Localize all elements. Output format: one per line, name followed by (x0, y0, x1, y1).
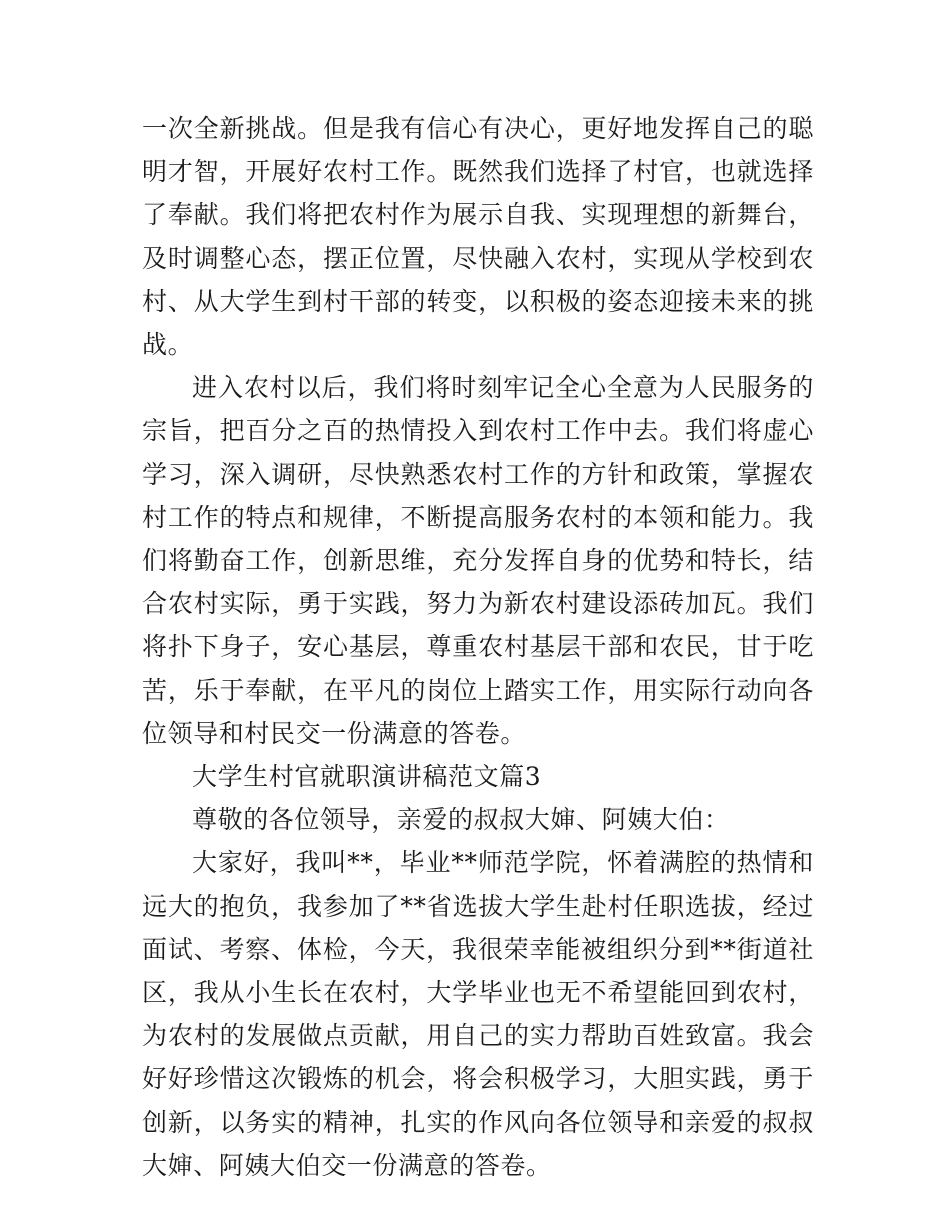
paragraph-introduction: 大家好，我叫**，毕业**师范学院，怀着满腔的热情和远大的抱负，我参加了**省选拔大学生赴村任职选拔，经过面试、考察、体检，今天，我很荣幸能被组织分到**街道社区，我从小生长在农村，大学毕业也无不希望能回到农村，为农村的发展做点贡献，用自己的实力帮助百姓致富。我会好好珍惜这次锻炼的机会，将会积极学习，大胆实践，勇于创新，以务实的精神，扎实的作风向各位领导和亲爱的叔叔大婶、阿姨大伯交一份满意的答卷。 (142, 848, 814, 1180)
paragraph-continuation: 一次全新挑战。但是我有信心有决心，更好地发挥自己的聪明才智，开展好农村工作。既然我们选择了村官，也就选择了奉献。我们将把农村作为展示自我、实现理想的新舞台，及时调整心态，摆正位置，尽快融入农村，实现从学校到农村、从大学生到村干部的转变，以积极的姿态迎接未来的挑战。 (142, 114, 814, 360)
section-heading: 大学生村官就职演讲稿范文篇3 (192, 762, 542, 792)
salutation: 尊敬的各位领导，亲爱的叔叔大婶、阿姨大伯： (192, 805, 730, 835)
paragraph-rural-work: 进入农村以后，我们将时刻牢记全心全意为人民服务的宗旨，把百分之百的热情投入到农村工作中去。我们将虚心学习，深入调研，尽快熟悉农村工作的方针和政策，掌握农村工作的特点和规律，不断提高服务农村的本领和能力。我们将勤奋工作，创新思维，充分发挥自身的优势和特长，结合农村实际，勇于实践，努力为新农村建设添砖加瓦。我们将扑下身子，安心基层，尊重农村基层干部和农民，甘于吃苦，乐于奉献，在平凡的岗位上踏实工作，用实际行动向各位领导和村民交一份满意的答卷。 (142, 373, 814, 748)
document-body (142, 107, 814, 1187)
